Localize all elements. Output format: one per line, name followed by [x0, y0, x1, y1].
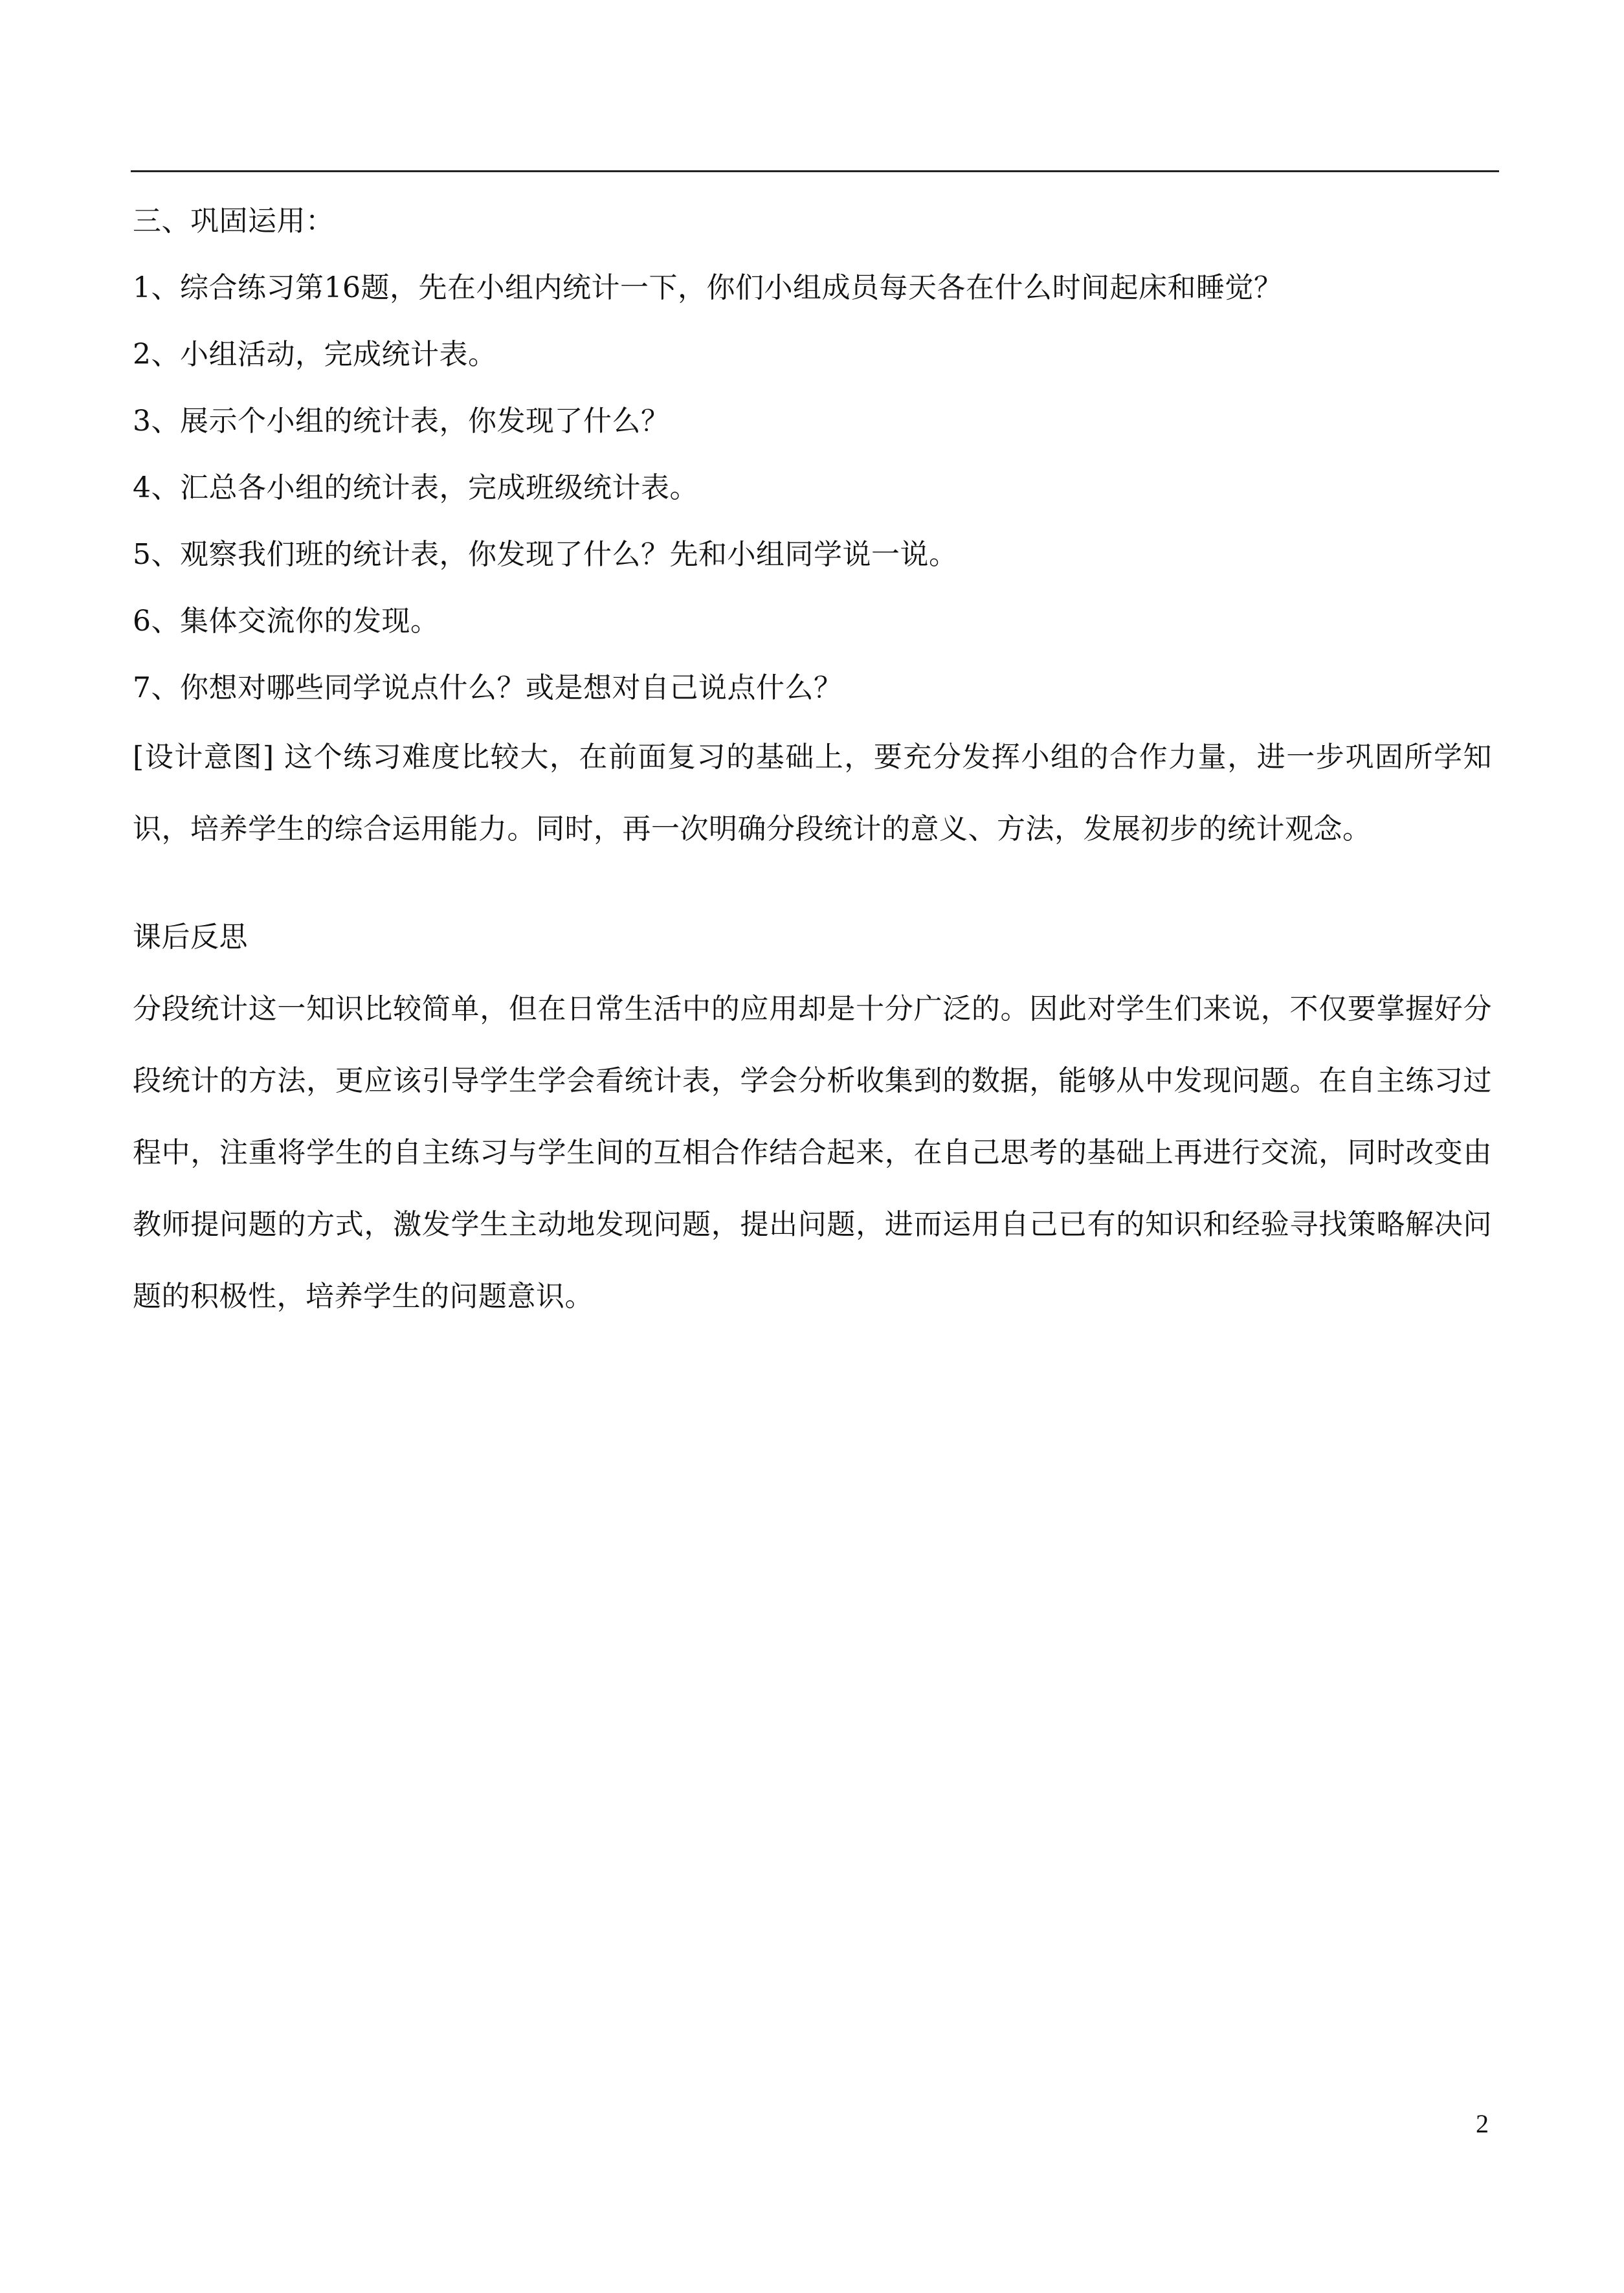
- list-item: 4、汇总各小组的统计表，完成班级统计表。: [133, 471, 698, 504]
- reflection-paragraph: 分段统计这一知识比较简单，但在日常生活中的应用却是十分广泛的。因此对学生们来说，不仅要掌握好分段统计的方法，更应该引导学生学会看统计表，学会分析收集到的数据，能够从中发现问题。在自主练习过程中，注重将学生的自主练习与学生间的互相合作结合起来，在自己思考的基础上再进行交流，同时改变由教师提问题的方式，激发学生主动地发现问题，提出问题，进而运用自己已有的知识和经验寻找策略解决问题的积极性，培养学生的问题意识。: [133, 992, 1492, 1313]
- header-rule: [131, 170, 1499, 172]
- list-item: 6、集体交流你的发现。: [133, 605, 439, 638]
- section-heading: 三、巩固运用：: [133, 205, 335, 238]
- section-spacer: [133, 865, 1492, 901]
- list-item: 5、观察我们班的统计表，你发现了什么？先和小组同学说一说。: [133, 538, 958, 571]
- document-body: [133, 188, 1492, 1332]
- list-item: 1、综合练习第16题，先在小组内统计一下，你们小组成员每天各在什么时间起床和睡觉？: [133, 271, 1283, 304]
- list-item: 2、小组活动，完成统计表。: [133, 338, 497, 371]
- page-number: 2: [1476, 2109, 1489, 2138]
- list-item: 7、你想对哪些同学说点什么？或是想对自己说点什么？: [133, 671, 843, 704]
- reflection-title: 课后反思: [133, 921, 248, 954]
- design-intent-paragraph: [设计意图] 这个练习难度比较大，在前面复习的基础上，要充分发挥小组的合作力量，进一步巩固所学知识，培养学生的综合运用能力。同时，再一次明确分段统计的意义、方法，发展初步的统计观念。: [133, 741, 1492, 845]
- list-item: 3、展示个小组的统计表，你发现了什么？: [133, 405, 670, 438]
